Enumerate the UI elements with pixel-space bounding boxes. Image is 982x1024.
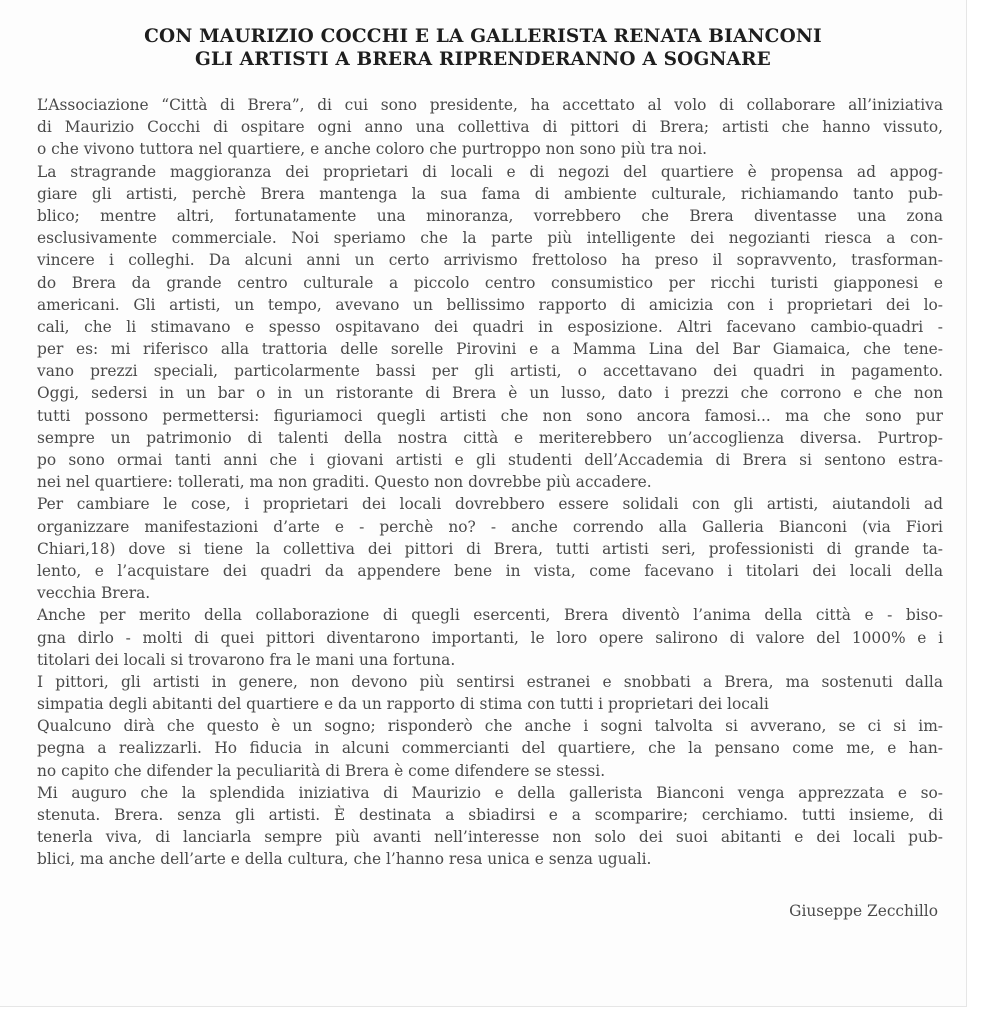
body-line: L’Associazione “Città di Brera”, di cui sono presidente, ha accettato al volo di collaborare all’iniziativa	[37, 96, 943, 114]
body-line: tenerla viva, di lanciarla sempre più avanti nell’interesse non solo dei suoi abitanti e dei locali pub-	[37, 828, 943, 847]
article-body	[37, 94, 943, 871]
body-line: Anche per merito della collaborazione di quegli esercenti, Brera diventò l’anima della città e - biso-	[37, 606, 943, 625]
body-line: di Maurizio Cocchi di ospitare ogni anno una collettiva di pittori di Brera; artisti che hanno vissuto,	[37, 118, 943, 137]
body-line: esclusivamente commerciale. Noi speriamo che la parte più intelligente dei negozianti riesca a con-	[37, 229, 943, 248]
body-line: Per cambiare le cose, i proprietari dei locali dovrebbero essere solidali con gli artisti, aiutandoli ad	[37, 495, 943, 514]
body-line: stenuta. Brera. senza gli artisti. È destinata a sbiadirsi e a scomparire; cerchiamo. tutti insieme, di	[37, 806, 943, 824]
body-line: do Brera da grande centro culturale a piccolo centro consumistico per ricchi turisti giapponesi e	[37, 273, 943, 292]
body-line: no capito che difender la peculiarità di Brera è come difendere se stessi.	[37, 761, 606, 780]
body-line: vano prezzi speciali, particolarmente bassi per gli artisti, o accettavano dei quadri in pagamento.	[37, 362, 943, 381]
body-line: La stragrande maggioranza dei proprietari di locali e di negozi del quartiere è propensa ad appog-	[37, 162, 943, 181]
body-line: tutti possono permettersi: figuriamoci quegli artisti che non sono ancora famosi... ma che sono pur	[37, 406, 943, 425]
body-line: Qualcuno dirà che questo è un sogno; risponderò che anche i sogni talvolta si avverano, se ci si im-	[37, 717, 943, 736]
body-line: po sono ormai tanti anni che i giovani artisti e gli studenti dell’Accademia di Brera si sentono estra-	[37, 451, 943, 469]
body-line: blico; mentre altri, fortunatamente una minoranza, vorrebbero che Brera diventasse una zona	[37, 206, 943, 225]
body-line: organizzare manifestazioni d’arte e - perchè no? - anche correndo alla Galleria Bianconi (via Fiori	[37, 517, 943, 536]
body-line: cali, che li stimavano e spesso ospitavano dei quadri in esposizione. Altri facevano cambio-quadri -	[37, 317, 943, 336]
body-line: Oggi, sedersi in un bar o in un ristorante di Brera è un lusso, dato i prezzi che corrono e che non	[37, 384, 943, 403]
body-line: Mi auguro che la splendida iniziativa di Maurizio e della gallerista Bianconi venga apprezzata e so-	[37, 783, 943, 802]
body-line: per es: mi riferisco alla trattoria delle sorelle Pirovini e a Mamma Lina del Bar Giamaica, che tene-	[37, 340, 943, 359]
body-line: nei nel quartiere: tollerati, ma non graditi. Questo non dovrebbe più accadere.	[37, 473, 652, 492]
author-signature: Giuseppe Zecchillo	[789, 902, 938, 920]
body-line: lento, e l’acquistare dei quadri da appendere bene in vista, come facevano i titolari dei locali della	[37, 561, 943, 580]
body-line: gna dirlo - molti di quei pittori diventarono importanti, le loro opere salirono di valore del 1000% e i	[37, 628, 943, 647]
body-line: Chiari,18) dove si tiene la collettiva dei pittori di Brera, tutti artisti seri, professionisti di grande ta-	[37, 539, 943, 558]
body-line: pegna a realizzarli. Ho fiducia in alcuni commercianti del quartiere, che la pensano come me, e han-	[37, 739, 943, 758]
body-line: vecchia Brera.	[37, 584, 151, 603]
body-line: vincere i colleghi. Da alcuni anni un certo arrivismo frettoloso ha preso il sopravvento, trasforman-	[37, 251, 943, 270]
headline-line-1: CON MAURIZIO COCCHI E LA GALLERISTA RENATA BIANCONI	[144, 26, 822, 47]
body-line: simpatia degli abitanti del quartiere e da un rapporto di stima con tutti i proprietari dei locali	[37, 695, 769, 714]
body-line: I pittori, gli artisti in genere, non devono più sentirsi estranei e snobbati a Brera, ma sostenuti dalla	[37, 672, 943, 691]
body-line: sempre un patrimonio di talenti della nostra città e meriterebbero un’accoglienza diversa. Purtrop-	[37, 428, 943, 447]
body-line: americani. Gli artisti, un tempo, avevano un bellissimo rapporto di amicizia con i proprietari dei lo-	[37, 295, 943, 314]
body-line: blici, ma anche dell’arte e della cultura, che l’hanno resa unica e senza uguali.	[37, 850, 652, 869]
body-line: giare gli artisti, perchè Brera mantenga la sua fama di ambiente culturale, richiamando tanto pub-	[37, 184, 943, 203]
body-line: o che vivono tuttora nel quartiere, e anche coloro che purtroppo non sono più tra noi.	[37, 140, 708, 159]
headline-line-2: GLI ARTISTI A BRERA RIPRENDERANNO A SOGNARE	[194, 49, 771, 70]
body-line: titolari dei locali si trovarono fra le mani una fortuna.	[37, 650, 456, 669]
